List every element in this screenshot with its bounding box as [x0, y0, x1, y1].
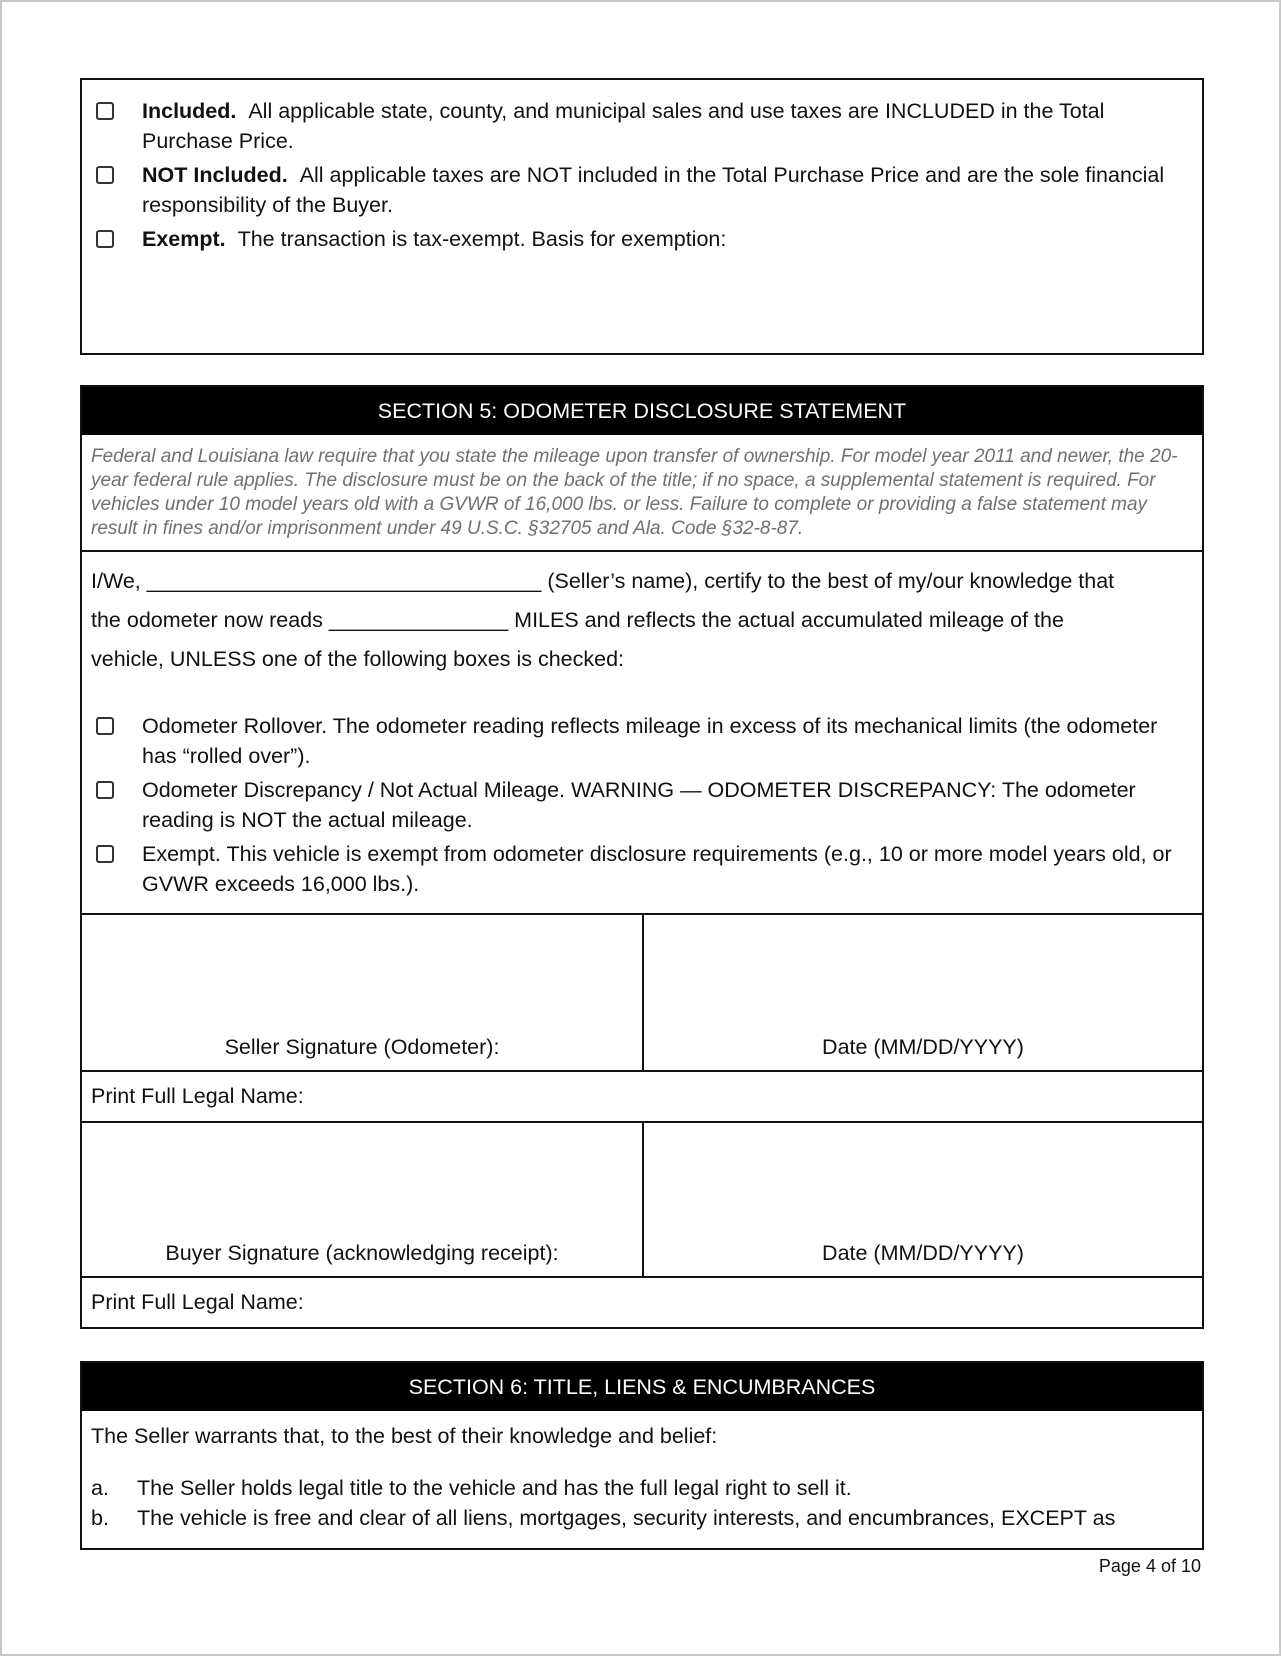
option-text: All applicable state, county, and municipal sales and use taxes are INCLUDED in the Total Purchase Price. — [142, 99, 1105, 153]
buyer-signature-field[interactable] — [82, 1123, 642, 1276]
tax-not-included-option — [96, 160, 1182, 220]
option-text: Exempt. This vehicle is exempt from odometer disclosure requirements (e.g., 10 or more model years old, or GVWR exceeds 16,000 lbs.). — [142, 842, 1172, 896]
seller-signature-field[interactable] — [82, 915, 642, 1070]
list-item-text: The vehicle is free and clear of all liens, mortgages, security interests, and encumbrances, EXCEPT as — [137, 1506, 1116, 1530]
tax-included-checkbox[interactable] — [96, 102, 114, 120]
list-item-text: The Seller holds legal title to the vehicle and has the full legal right to sell it. — [137, 1476, 852, 1500]
option-title: NOT Included. — [142, 163, 288, 187]
odometer-options — [82, 679, 1202, 913]
list-item — [91, 1503, 1202, 1533]
section5-box — [80, 385, 1204, 1329]
section6-box — [80, 1361, 1204, 1550]
section6-intro: The Seller warrants that, to the best of their knowledge and belief: — [91, 1424, 718, 1448]
certify-line: the odometer now reads _______________ MILES and reflects the actual accumulated mileage of the — [91, 608, 1064, 632]
option-text: All applicable taxes are NOT included in the Total Purchase Price and are the sole financial responsibility of the Buyer. — [142, 163, 1165, 217]
option-title: Included. — [142, 99, 237, 123]
option-text: Odometer Rollover. The odometer reading reflects mileage in excess of its mechanical limits (the odometer has “rolled over”). — [142, 714, 1158, 768]
buyer-date-label: Date (MM/DD/YYYY) — [822, 1241, 1024, 1265]
print-name-label: Print Full Legal Name: — [91, 1290, 304, 1314]
odometer-exempt-checkbox[interactable] — [96, 845, 114, 863]
certify-line: vehicle, UNLESS one of the following boxes is checked: — [91, 647, 625, 671]
tax-included-option — [96, 96, 1182, 156]
tax-not-included-checkbox[interactable] — [96, 166, 114, 184]
option-text: The transaction is tax-exempt. Basis for exemption: — [237, 227, 727, 251]
buyer-signature-row — [82, 1121, 1202, 1276]
print-name-label: Print Full Legal Name: — [91, 1084, 304, 1108]
seller-signature-row — [82, 913, 1202, 1070]
seller-date-label: Date (MM/DD/YYYY) — [822, 1035, 1024, 1059]
section6-header: SECTION 6: TITLE, LIENS & ENCUMBRANCES — [82, 1363, 1202, 1411]
odometer-discrepancy-checkbox[interactable] — [96, 781, 114, 799]
odometer-exempt-option — [96, 839, 1182, 899]
buyer-print-name-field[interactable] — [82, 1276, 1202, 1327]
buyer-signature-label: Buyer Signature (acknowledging receipt): — [165, 1241, 559, 1265]
certification-statement — [82, 552, 1202, 679]
list-marker: b. — [91, 1506, 109, 1530]
odometer-rollover-option — [96, 711, 1182, 771]
option-title: Exempt. — [142, 227, 226, 251]
buyer-date-field[interactable] — [642, 1123, 1202, 1276]
list-item — [91, 1473, 1202, 1503]
odometer-discrepancy-option — [96, 775, 1182, 835]
page-number: Page 4 of 10 — [1098, 1556, 1201, 1576]
option-text: Odometer Discrepancy / Not Actual Mileage. WARNING — ODOMETER DISCREPANCY: The odometer reading is NOT the actual mileage. — [142, 778, 1136, 832]
tax-options-box — [80, 78, 1204, 355]
list-marker: a. — [91, 1476, 109, 1500]
odometer-legal-notice: Federal and Louisiana law require that you state the mileage upon transfer of ownership. For model year 2011 and newer, the 20-year federal rule applies. The disclosure must be on the back of the title; if no space, a supplemental statement is required. For vehicles under 10 model years old with a GVWR of 16,000 lbs. or less. Failure to complete or providing a false statement may result in fines and/or imprisonment under 49 U.S.C. §32705 and Ala. Code §32-8-87. — [82, 435, 1202, 552]
odometer-rollover-checkbox[interactable] — [96, 717, 114, 735]
tax-exempt-checkbox[interactable] — [96, 230, 114, 248]
tax-exempt-option — [96, 224, 1182, 254]
certify-line: I/We, _________________________________ (Seller’s name), certify to the best of my/our knowledge that — [91, 569, 1115, 593]
seller-print-name-field[interactable] — [82, 1070, 1202, 1121]
warranty-list — [82, 1461, 1202, 1533]
seller-date-field[interactable] — [642, 915, 1202, 1070]
section5-header: SECTION 5: ODOMETER DISCLOSURE STATEMENT — [82, 387, 1202, 435]
seller-signature-label: Seller Signature (Odometer): — [224, 1035, 500, 1059]
